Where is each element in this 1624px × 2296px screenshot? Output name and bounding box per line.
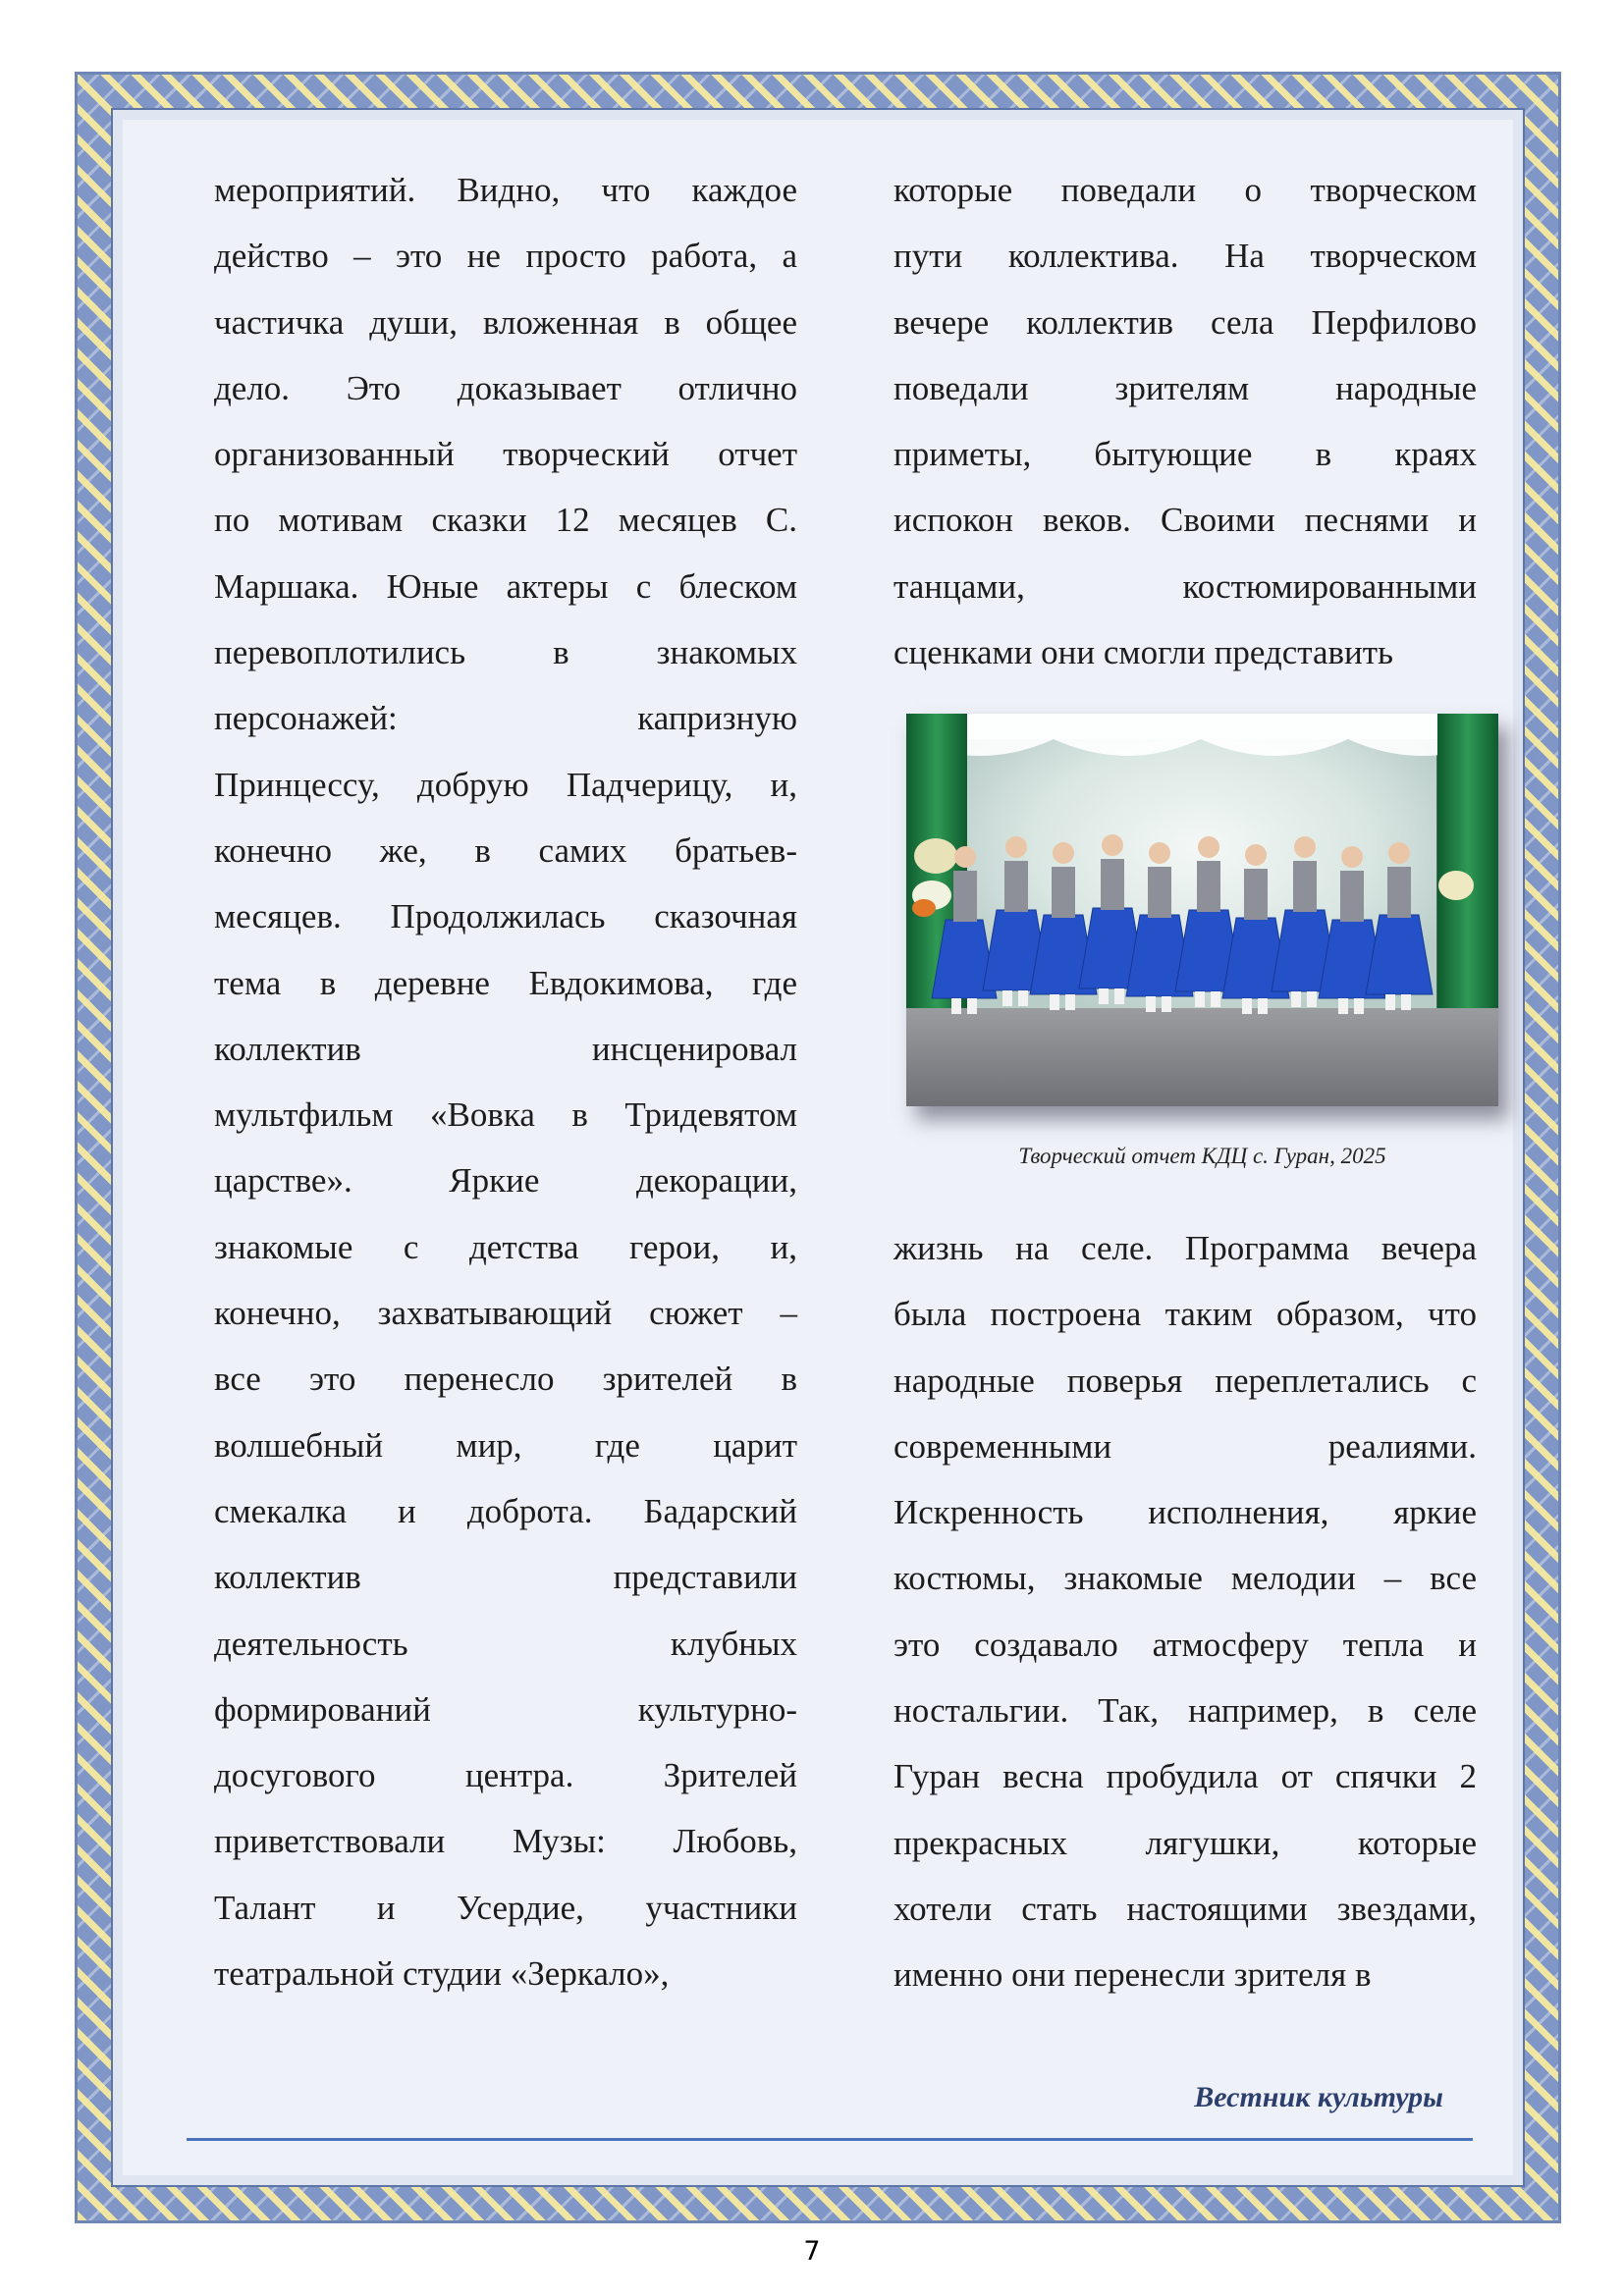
paragraph-line: поведали зрителям народные xyxy=(893,368,1477,407)
paragraph-line: Искренность исполнения, яркие xyxy=(893,1493,1477,1532)
paragraph-line: Гуран весна пробудила от спячки 2 xyxy=(893,1757,1477,1796)
paragraph-line: царстве». Яркие декорации, xyxy=(214,1161,797,1201)
paragraph-line: современными реалиями. xyxy=(893,1426,1477,1466)
paragraph-line: формирований культурно- xyxy=(214,1689,797,1729)
paragraph-line: Маршака. Юные актеры с блеском xyxy=(214,566,797,606)
paragraph-line: театральной студии «Зеркало», xyxy=(214,1954,670,1994)
paragraph-line: смекалка и доброта. Бадарский xyxy=(214,1491,797,1530)
footer-divider xyxy=(187,2138,1473,2141)
paragraph-line: тема в деревне Евдокимова, где xyxy=(214,963,797,1002)
paragraph-line: жизнь на селе. Программа вечера xyxy=(893,1229,1477,1267)
paragraph-line: приметы, бытующие в краях xyxy=(893,435,1477,474)
paragraph-line: танцами, костюмированными xyxy=(893,566,1477,606)
paragraph-line: все это перенесло зрителей в xyxy=(214,1360,797,1399)
paragraph-line: это создавало атмосферу тепла и xyxy=(893,1625,1477,1664)
paragraph-line: сценками они смогли представить xyxy=(893,633,1394,672)
photo-caption: Творческий отчет КДЦ с. Гуран, 2025 xyxy=(1018,1144,1386,1168)
paragraph-line: которые поведали о творческом xyxy=(893,171,1477,209)
paragraph-line: народные поверья переплетались с xyxy=(893,1361,1477,1400)
paragraph-line: пути коллектива. На творческом xyxy=(893,237,1477,276)
performance-photo xyxy=(906,714,1498,1106)
right-text-column-bottom xyxy=(893,1215,1477,2008)
paragraph-line: мероприятий. Видно, что каждое xyxy=(214,171,797,209)
paragraph-line: конечно же, в самих братьев- xyxy=(214,830,797,870)
paragraph-line: вечере коллектив села Перфилово xyxy=(893,302,1477,342)
publication-title: Вестник культуры xyxy=(1194,2081,1443,2113)
paragraph-line: испокон веков. Своими песнями и xyxy=(893,501,1477,540)
paragraph-line: организованный творческий отчет xyxy=(214,435,797,474)
paragraph-line: деятельность клубных xyxy=(214,1624,797,1663)
paragraph-line: действо – это не просто работа, а xyxy=(214,237,797,276)
dancers-on-stage-image xyxy=(906,714,1498,1106)
paragraph-line: ностальгии. Так, например, в селе xyxy=(893,1691,1477,1731)
paragraph-line: была построена таким образом, что xyxy=(893,1295,1477,1334)
paragraph-line: досугового центра. Зрителей xyxy=(214,1756,797,1795)
paragraph-line: коллектив инсценировал xyxy=(214,1029,797,1068)
paragraph-line: по мотивам сказки 12 месяцев С. xyxy=(214,501,797,540)
paragraph-line: волшебный мир, где царит xyxy=(214,1425,797,1465)
paragraph-line: дело. Это доказывает отлично xyxy=(214,368,797,407)
paragraph-line: месяцев. Продолжилась сказочная xyxy=(214,897,797,936)
page-number: 7 xyxy=(803,2236,821,2267)
paragraph-line: конечно, захватывающий сюжет – xyxy=(214,1294,797,1333)
paragraph-line: приветствовали Музы: Любовь, xyxy=(214,1822,797,1861)
paragraph-line: коллектив представили xyxy=(214,1558,797,1597)
left-text-column xyxy=(214,157,797,2006)
paragraph-line: Талант и Усердие, участники xyxy=(214,1888,797,1927)
paragraph-line: мультфильм «Вовка в Тридевятом xyxy=(214,1095,797,1135)
right-text-column-top xyxy=(893,157,1477,685)
paragraph-line: персонажей: капризную xyxy=(214,699,797,738)
paragraph-line: хотели стать настоящими звездами, xyxy=(893,1889,1477,1928)
paragraph-line: знакомые с детства герои, и, xyxy=(214,1227,797,1266)
paragraph-line: перевоплотились в знакомых xyxy=(214,633,797,672)
paragraph-line: прекрасных лягушки, которые xyxy=(893,1823,1477,1862)
paragraph-line: именно они перенесли зрителя в xyxy=(893,1955,1372,1995)
paragraph-line: частичка души, вложенная в общее xyxy=(214,302,797,342)
paragraph-line: костюмы, знакомые мелодии – все xyxy=(893,1559,1477,1598)
paragraph-line: Принцессу, добрую Падчерицу, и, xyxy=(214,765,797,804)
